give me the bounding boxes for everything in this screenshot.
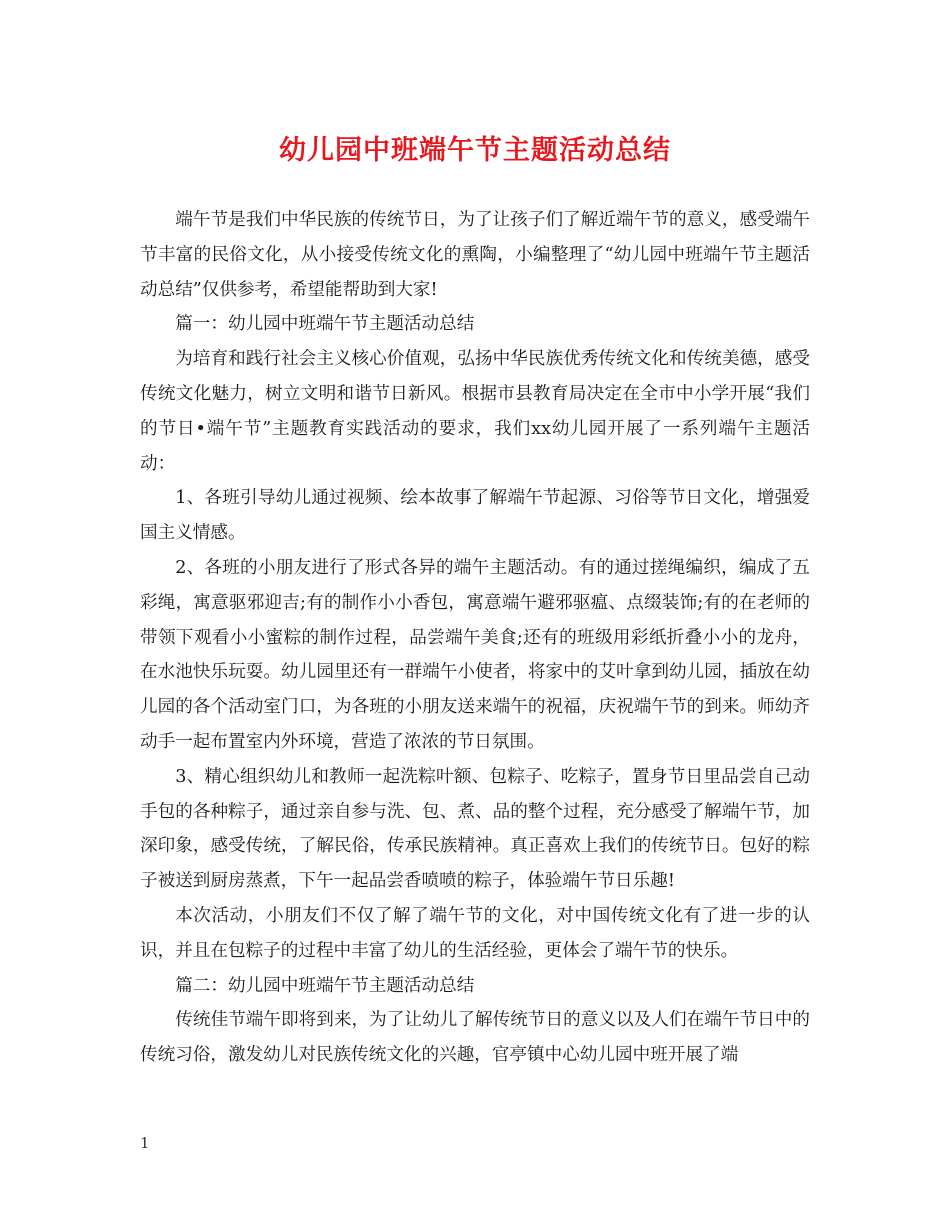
page-number: 1 <box>140 1134 150 1152</box>
paragraph-conclusion: 本次活动，小朋友们不仅了解了端午节的文化，对中国传统文化有了进一步的认识，并且在包粽子的过程中丰富了幼儿的生活经验，更体会了端午节的快乐。 <box>140 905 810 961</box>
paragraph-item-1: 1、各班引导幼儿通过视频、绘本故事了解端午节起源、习俗等节日文化，增强爱国主义情感。 <box>140 488 810 544</box>
paragraph-part-two-intro: 传统佳节端午即将到来，为了让幼儿了解传统节日的意义以及人们在端午节日中的传统习俗，激发幼儿对民族传统文化的兴趣，官亭镇中心幼儿园中班开展了端 <box>140 1010 810 1066</box>
paragraph-item-2: 2、各班的小朋友进行了形式各异的端午主题活动。有的通过搓绳编织，编成了五彩绳，寓意驱邪迎吉;有的制作小小香包，寓意端午避邪驱瘟、点缀装饰;有的在老师的带领下观看小小蜜粽的制作过程，品尝端午美食;还有的班级用彩纸折叠小小的龙舟，在水池快乐玩耍。幼儿园里还有一群端午小使者，将家中的艾叶拿到幼儿园，插放在幼儿园的各个活动室门口，为各班的小朋友送来端午的祝福，庆祝端午节的到来。师幼齐动手一起布置室内外环境，营造了浓浓的节日氛围。 <box>140 557 810 752</box>
paragraph-item-3: 3、精心组织幼儿和教师一起洗粽叶额、包粽子、吃粽子，置身节日里品尝自己动手包的各种粽子，通过亲自参与洗、包、煮、品的整个过程，充分感受了解端午节，加深印象，感受传统，了解民俗，传承民族精神。真正喜欢上我们的传统节日。包好的粽子被送到厨房蒸煮，下午一起品尝香喷喷的粽子，体验端午节日乐趣! <box>140 766 810 892</box>
section-heading-part-one: 篇一：幼儿园中班端午节主题活动总结 <box>175 314 475 335</box>
document-body <box>140 203 810 1073</box>
intro-paragraph: 端午节是我们中华民族的传统节日，为了让孩子们了解近端午节的意义，感受端午节丰富的民俗文化，从小接受传统文化的熏陶，小编整理了“幼儿园中班端午节主题活动总结”仅供参考，希望能帮助到大家! <box>140 210 810 300</box>
document-title: 幼儿园中班端午节主题活动总结 <box>279 135 671 166</box>
paragraph-background: 为培育和践行社会主义核心价值观，弘扬中华民族优秀传统文化和传统美德，感受传统文化魅力，树立文明和谐节日新风。根据市县教育局决定在全市中小学开展“我们的节日•端午节”主题教育实践活动的要求，我们xx幼儿园开展了一系列端午主题活动： <box>140 349 810 474</box>
section-heading-part-two: 篇二：幼儿园中班端午节主题活动总结 <box>175 975 475 996</box>
